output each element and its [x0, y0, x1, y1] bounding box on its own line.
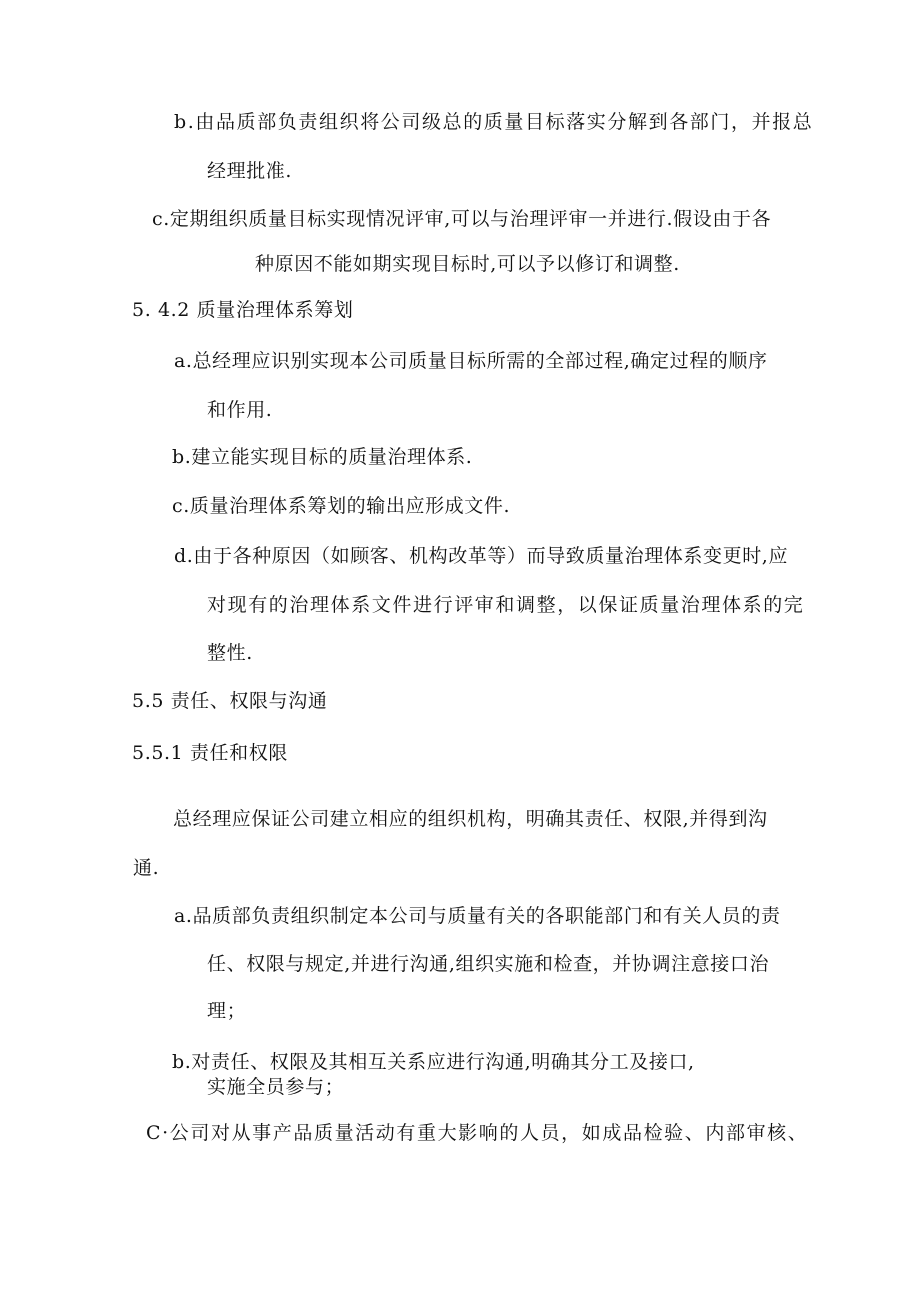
text-line: a.品质部负责组织制定本公司与质量有关的各职能部门和有关人员的责: [174, 905, 781, 927]
text-line: 整性.: [207, 642, 253, 664]
section-heading: 5. 4.2 质量治理体系筹划: [132, 299, 354, 321]
text-line: b.建立能实现目标的质量治理体系.: [172, 446, 473, 468]
text-line: 总经理应保证公司建立相应的组织机构，明确其责任、权限,并得到沟: [173, 808, 768, 830]
text-line: 通.: [133, 857, 160, 879]
text-line: d.由于各种原因（如顾客、机构改革等）而导致质量治理体系变更时,应: [174, 545, 789, 567]
text-line: 和作用.: [207, 399, 273, 421]
text-line: 经理批准.: [207, 160, 293, 182]
text-line: c.定期组织质量目标实现情况评审,可以与治理评审一并进行.假设由于各: [152, 208, 772, 230]
text-line: C·公司对从事产品质量活动有重大影响的人员，如成品检验、内部审核、: [146, 1122, 809, 1144]
text-line: 实施全员参与；: [207, 1076, 345, 1098]
section-heading: 5.5 责任、权限与沟通: [132, 690, 328, 712]
text-line: a.总经理应识别实现本公司质量目标所需的全部过程,确定过程的顺序: [174, 350, 768, 372]
text-line: b.对责任、权限及其相互关系应进行沟通,明确其分工及接口,: [172, 1051, 695, 1073]
text-line: 任、权限与规定,并进行沟通,组织实施和检查，并协调注意接口治: [207, 953, 770, 975]
text-line: 对现有的治理体系文件进行评审和调整，以保证质量治理体系的完: [207, 594, 805, 616]
text-line: b.由品质部负责组织将公司级总的质量目标落实分解到各部门，并报总: [174, 111, 814, 133]
section-heading: 5.5.1 责任和权限: [132, 742, 288, 764]
text-line: 理；: [207, 1000, 247, 1022]
text-line: c.质量治理体系筹划的输出应形成文件.: [172, 495, 511, 517]
text-line: 种原因不能如期实现目标时,可以予以修订和调整.: [255, 253, 680, 275]
